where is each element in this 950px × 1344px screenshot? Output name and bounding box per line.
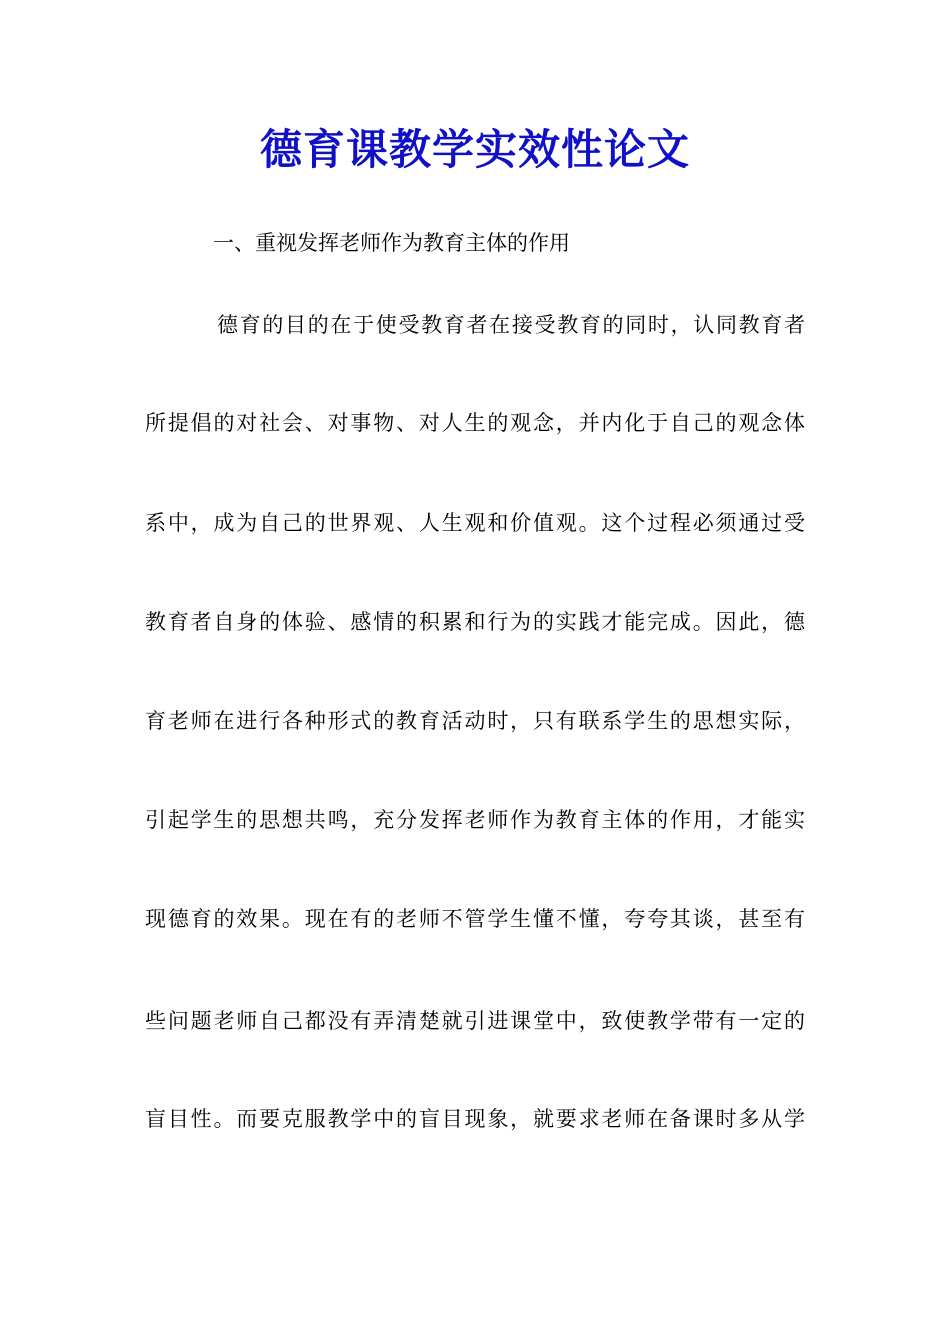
- paragraph-line: 盲目性。而要克服教学中的盲目现象，就要求老师在备课时多从学: [145, 1107, 805, 1131]
- paragraph-line: 现德育的效果。现在有的老师不管学生懂不懂，夸夸其谈，甚至有: [145, 907, 805, 931]
- document-title: 德育课教学实效性论文: [259, 125, 690, 174]
- paragraph-line: 些问题老师自己都没有弄清楚就引进课堂中，致使教学带有一定的: [145, 1009, 805, 1033]
- paragraph-line: 系中，成为自己的世界观、人生观和价值观。这个过程必须通过受: [145, 511, 805, 535]
- section-heading: 一、重视发挥老师作为教育主体的作用: [213, 231, 570, 255]
- paragraph-line: 德育的目的在于使受教育者在接受教育的同时，认同教育者: [217, 313, 805, 337]
- paragraph-line: 所提倡的对社会、对事物、对人生的观念，并内化于自己的观念体: [145, 411, 805, 435]
- paragraph-line: 教育者自身的体验、感情的积累和行为的实践才能完成。因此，德: [145, 610, 805, 634]
- paragraph-line: 育老师在进行各种形式的教育活动时，只有联系学生的思想实际，: [145, 709, 805, 733]
- paragraph-line: 引起学生的思想共鸣，充分发挥老师作为教育主体的作用，才能实: [145, 808, 805, 832]
